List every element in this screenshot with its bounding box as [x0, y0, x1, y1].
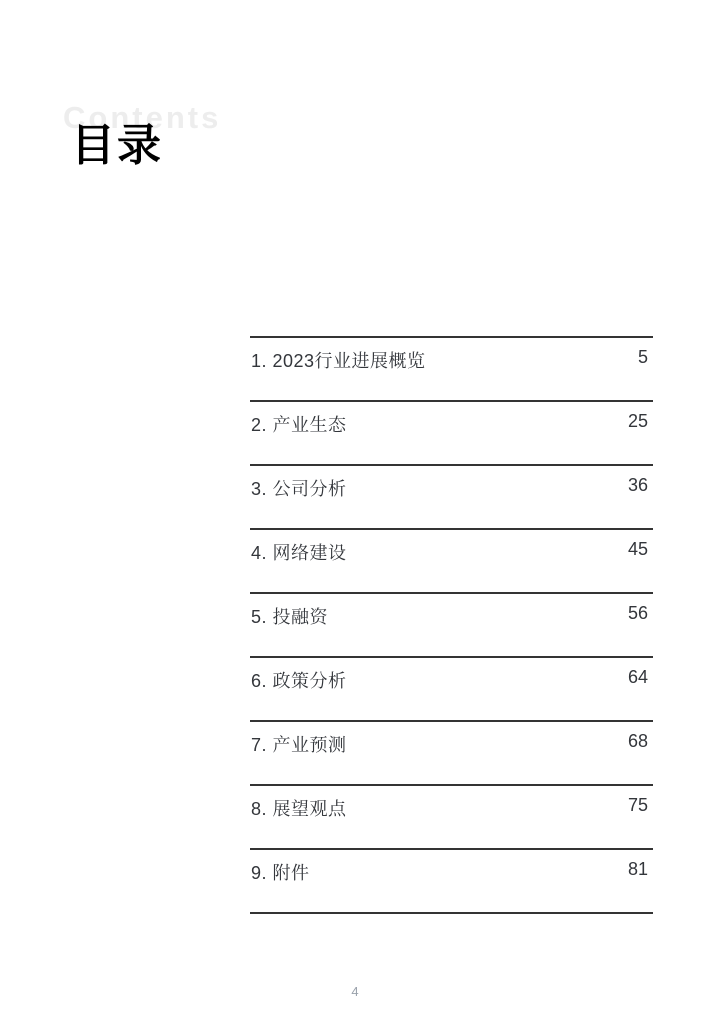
page-title: 目录 — [71, 121, 163, 170]
toc-entry-page: 45 — [627, 539, 648, 559]
toc-entry-page: 68 — [627, 731, 648, 751]
toc-entry-label: 4. 网络建设 — [251, 543, 347, 563]
toc-entry-label: 3. 公司分析 — [251, 479, 347, 499]
toc-entry-label: 8. 展望观点 — [251, 799, 347, 819]
toc-entry-page: 75 — [627, 795, 648, 815]
toc-entry-label: 5. 投融资 — [251, 607, 329, 627]
toc-list — [250, 336, 653, 914]
toc-entry-page: 64 — [627, 667, 648, 687]
contents-watermark: Contents — [63, 100, 222, 135]
toc-entry-8[interactable] — [250, 784, 653, 848]
toc-entry-page: 36 — [627, 475, 648, 495]
toc-entry-page: 81 — [627, 859, 648, 879]
toc-entry-1[interactable] — [250, 336, 653, 400]
page-number: 4 — [351, 984, 359, 999]
toc-entry-5[interactable] — [250, 592, 653, 656]
toc-entry-4[interactable] — [250, 528, 653, 592]
toc-entry-3[interactable] — [250, 464, 653, 528]
toc-entry-label: 7. 产业预测 — [251, 735, 347, 755]
toc-entry-6[interactable] — [250, 656, 653, 720]
toc-entry-label: 9. 附件 — [251, 863, 310, 883]
toc-entry-label: 1. 2023行业进展概览 — [251, 351, 426, 371]
toc-entry-label: 2. 产业生态 — [251, 415, 347, 435]
toc-entry-label: 6. 政策分析 — [251, 671, 347, 691]
toc-entry-page: 25 — [627, 411, 648, 431]
toc-entry-page: 56 — [627, 603, 648, 623]
toc-entry-2[interactable] — [250, 400, 653, 464]
toc-entry-7[interactable] — [250, 720, 653, 784]
toc-entry-page: 5 — [637, 347, 648, 367]
toc-entry-9[interactable] — [250, 848, 653, 912]
